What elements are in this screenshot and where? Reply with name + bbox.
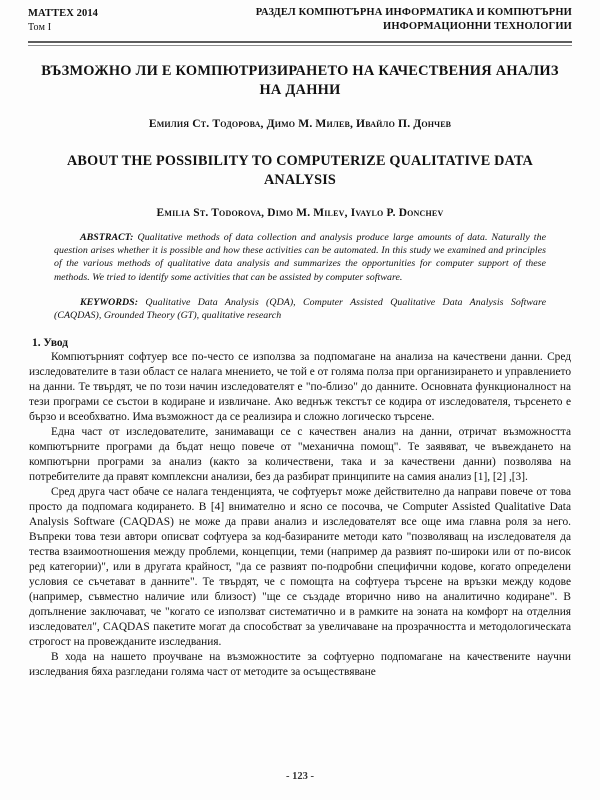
body-paragraph: Сред друга част обаче се налага тенденцията, че софтуерът може действително да направи повече от това просто да подпомага кодирането. В [4] внимателно и ясно се посочва, че Computer Assisted Qualitative Data Analysis Software (CAQDAS) не може да прави анализ и изследователят все още има главна роля за него. Въпреки това тези автори описват софтуера за код-базираните методи като "позволяващ на изследователя да тества взаимоотношения между проблеми, концепции, теми (например да развият по-широки или от по-висок ред категории)", или в другата крайност, "да се развият по-подробни специфични кодове, когато определени условия се съчетават в данните". Те твърдят, че с помощта на софтуера търсене на връзки между кодове (например, съвместно наличие или близост) "ще се създаде вторично ниво на аналитично кодиране". В допълнение заключават, че "когато се използват систематично и в рамките на зоната на комфорт на отделния изследовател", CAQDAS пакетите могат да способстват за увеличаване на прозрачността и методологическата строгост на провежданите изследвания. xyxy=(29,486,571,648)
journal-name: MATTEX 2014 xyxy=(28,8,99,19)
abstract-label: ABSTRACT: xyxy=(80,232,134,244)
body-paragraph: Една част от изследователите, занимаващи се с качествен анализ на данни, отричат възможността компютърните програми да бъдат нещо повече от "механична помощ". Те заявяват, че въвеждането на компютърни програми за анализ (както за количествени, така и за качествени данни) позволява на потребителите да правят комплексни анализи, без да разбират принципите на самия анализ [1], [2] ,[3]. xyxy=(29,426,571,484)
article-title-english: ABOUT THE POSSIBILITY TO COMPUTERIZE QUALITATIVE DATA ANALYSIS xyxy=(66,153,534,189)
article-authors-english: Emilia St. Todorova, Dimo M. Milev, Ivaylo P. Donchev xyxy=(156,207,444,220)
keywords-label: KEYWORDS: xyxy=(80,296,139,308)
section-line-1: РАЗДЕЛ КОМПЮТЪРНА ИНФОРМАТИКА И КОМПЮТЪРНИ xyxy=(255,7,572,18)
abstract-paragraph xyxy=(54,231,546,284)
running-head-left xyxy=(28,6,98,34)
header-divider-rule xyxy=(28,41,572,46)
section-line-2: ИНФОРМАЦИОННИ ТЕХНОЛОГИИ xyxy=(383,20,572,32)
abstract-text: Qualitative methods of data collection and analysis produce large amounts of data. Naturally the question arises whether it is possible and how these activities can be automated. In this study we examined and principles of the various methods of qualitative data analysis and summarizes the opportunities for computer support of these methods. We tried to identify some activities that can be assisted by computer software. xyxy=(54,232,546,283)
body-paragraph: В хода на нашето проучване на възможностите за софтуерно подпомагане на качествените научни изследвания бяха разгледани голяма част от методите за осъществяване xyxy=(29,650,571,678)
section-heading-introduction: 1. Увод xyxy=(32,337,69,350)
article-authors-bulgarian: Емилия Ст. Тодорова, Димо М. Милев, Ивайло П. Дончев xyxy=(148,117,452,131)
volume-label: Том I xyxy=(28,21,52,33)
running-head-section xyxy=(256,6,572,34)
page-number: - 123 - xyxy=(286,771,314,782)
body-paragraph: Компютърният софтуер все по-често се използва за подпомагане на анализа на качествени данни. Сред изследователите в тази област се налага мнението, че той е от голяма полза при организирането и управлението на данни. Те твърдят, че по този начин изследователят е "по-близо" до данните. Основната функционалност на тези програми се състои в кодиране и извличане. Ако веднъж текстът се кодира от изследователя, търсенето е бързо и всеобхватно. Има възможност да се реализира и сложно логическо търсене. xyxy=(29,351,571,424)
running-head xyxy=(28,6,572,34)
article-title-bulgarian: ВЪЗМОЖНО ЛИ Е КОМПЮТРИЗИРАНЕТО НА КАЧЕСТВЕНИЯ АНАЛИЗ НА ДАННИ xyxy=(41,63,559,99)
keywords-text: Qualitative Data Analysis (QDA), Computer Assisted Qualitative Data Analysis Software (CAQDAS), Grounded Theory (GT), qualitative research xyxy=(54,296,546,321)
keywords-paragraph xyxy=(54,296,546,322)
